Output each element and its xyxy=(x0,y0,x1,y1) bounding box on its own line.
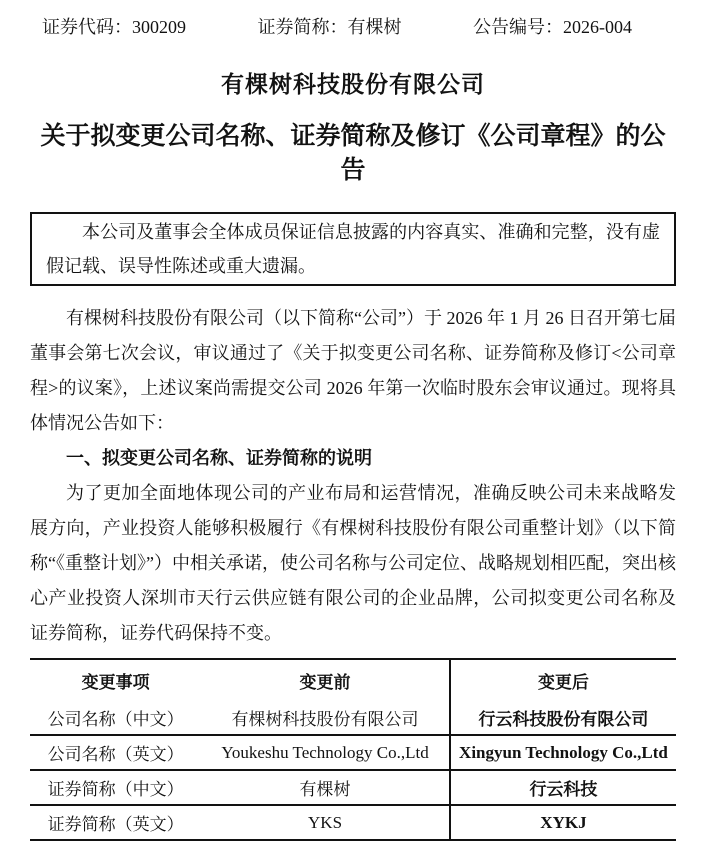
cell-after: XYKJ xyxy=(450,805,676,840)
cell-item: 证券简称（中文） xyxy=(30,770,201,805)
cell-before: Youkeshu Technology Co.,Ltd xyxy=(201,735,450,770)
table-row xyxy=(30,805,676,840)
cell-item: 证券简称（英文） xyxy=(30,805,201,840)
table-row xyxy=(30,700,676,735)
cell-before: 有棵树 xyxy=(201,770,450,805)
announcement-number-label: 公告编号：2026-004 xyxy=(473,17,632,37)
stock-code-label: 证券代码：300209 xyxy=(42,17,186,37)
column-header-after: 变更后 xyxy=(450,659,676,700)
document-meta xyxy=(30,14,676,40)
reason-paragraph: 为了更加全面地体现公司的产业布局和运营情况，准确反映公司未来战略发展方向，产业投资人能够积极履行《有棵树科技股份有限公司重整计划》（以下简称“《重整计划》”）中相关承诺，使公司名称与公司定位、战略规划相匹配，突出核心产业投资人深圳市天行云供应链有限公司的企业品牌，公司拟变更公司名称及证券简称，证券代码保持不变。 xyxy=(30,483,676,643)
table-row xyxy=(30,770,676,805)
cell-after: 行云科技股份有限公司 xyxy=(450,700,676,735)
intro-paragraph: 有棵树科技股份有限公司（以下简称“公司”）于 2026 年 1 月 26 日召开第七届董事会第七次会议，审议通过了《关于拟变更公司名称、证券简称及修订<公司章程>的议案》，上述议案尚需提交公司 2026 年第一次临时股东会审议通过。现将具体情况公告如下： xyxy=(30,308,676,433)
table-header-row xyxy=(30,659,676,700)
cell-before: 有棵树科技股份有限公司 xyxy=(231,709,419,729)
cell-item: 公司名称（英文） xyxy=(30,735,201,770)
column-header-item: 变更事项 xyxy=(81,672,150,692)
stock-abbr-label: 证券简称：有棵树 xyxy=(257,17,402,37)
cell-after: 行云科技 xyxy=(450,770,676,805)
disclaimer-text: 本公司及董事会全体成员保证信息披露的内容真实、准确和完整，没有虚假记载、误导性陈述或重大遗漏。 xyxy=(46,222,660,276)
disclaimer-box xyxy=(30,212,676,286)
column-header-before: 变更前 xyxy=(299,672,351,692)
cell-after: Xingyun Technology Co.,Ltd xyxy=(450,735,676,770)
announcement-title: 关于拟变更公司名称、证券简称及修订《公司章程》的公告 xyxy=(40,123,666,184)
changes-table xyxy=(30,658,676,841)
company-title: 有棵树科技股份有限公司 xyxy=(221,72,485,97)
table-row xyxy=(30,735,676,770)
cell-item: 公司名称（中文） xyxy=(47,709,184,729)
cell-before: YKS xyxy=(201,805,450,840)
section1-heading: 一、拟变更公司名称、证券简称的说明 xyxy=(66,448,372,468)
